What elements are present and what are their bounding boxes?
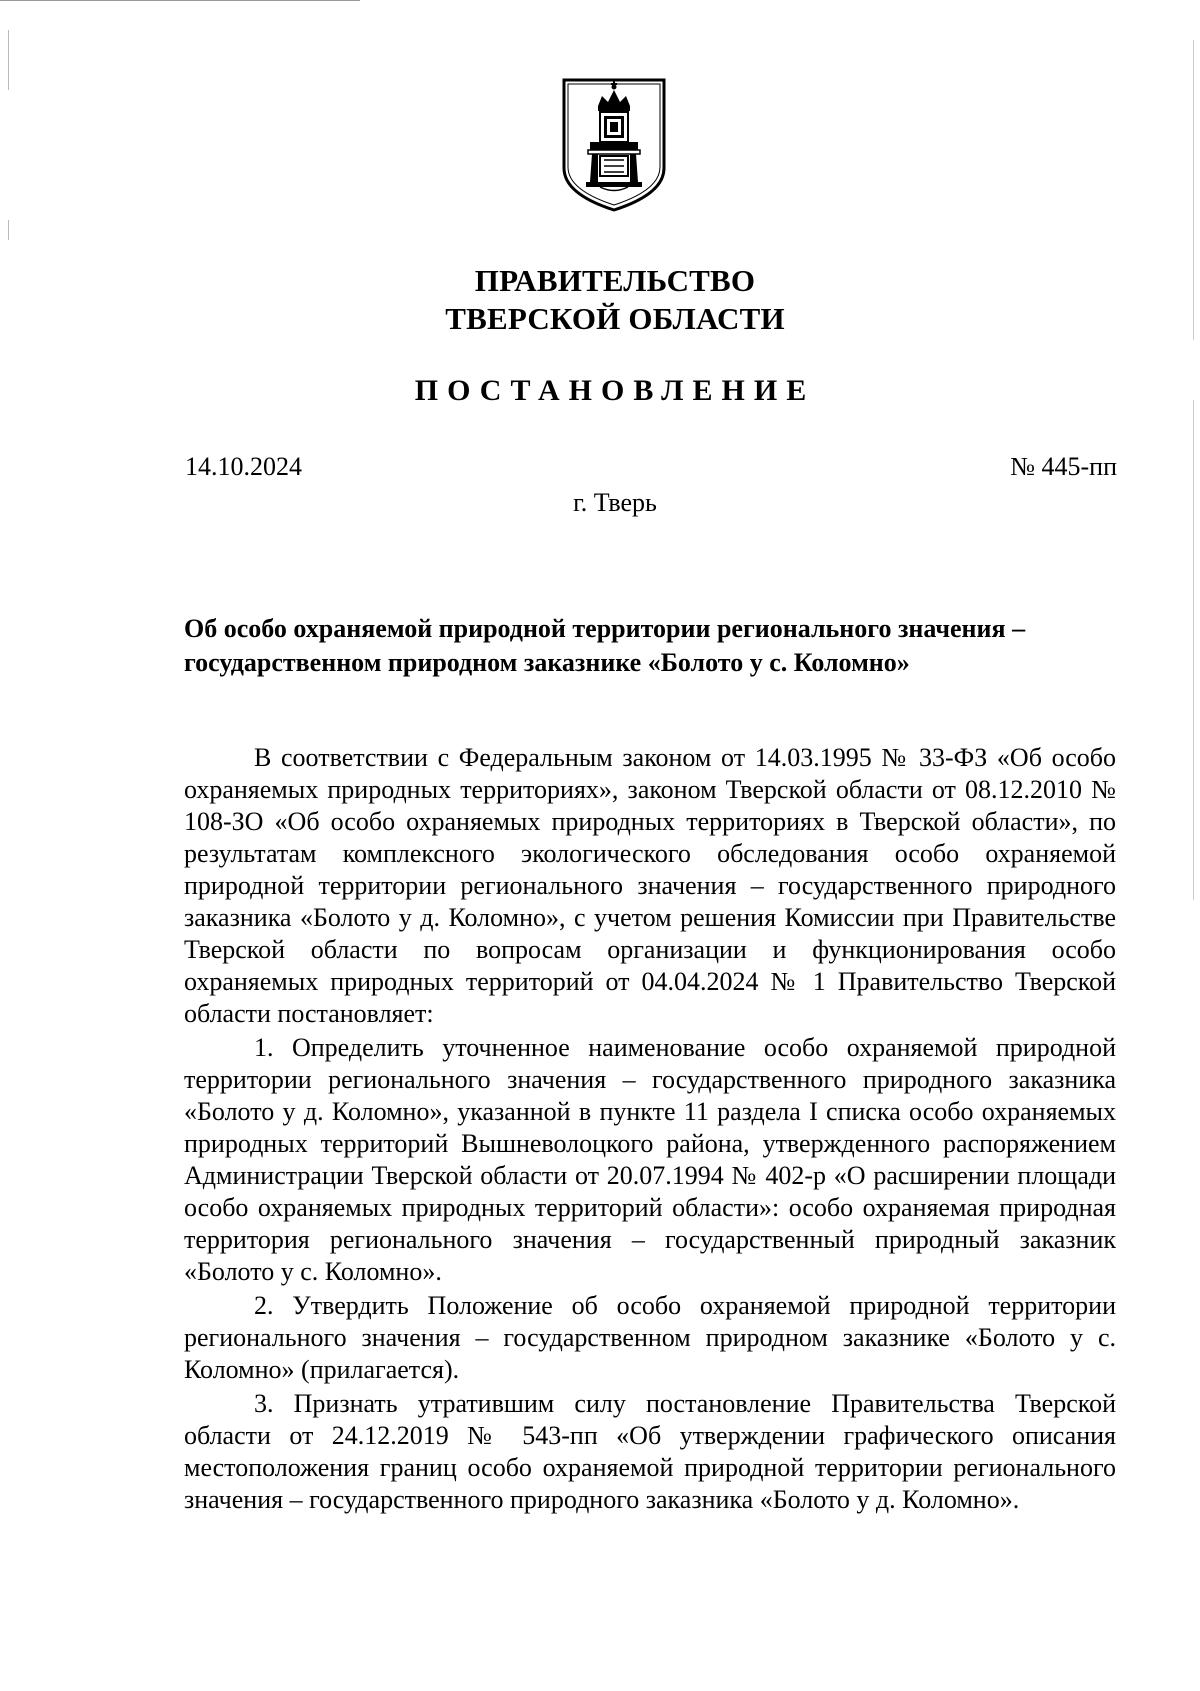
document-body [184, 742, 1116, 1516]
item-2-paragraph: 2. Утвердить Положение об особо охраняемой природной территории регионального значения – государственном природном заказнике «Болото у с. Коломно» (прилагается). [184, 1291, 1116, 1384]
item-3-paragraph: 3. Признать утратившим силу постановление Правительства Тверской области от 24.12.2019 № 543-пп «Об утверждении графического описания местоположения границ особо охраняемой природной территории регионального значения – государственного природного заказника «Болото у д. Коломно». [184, 1389, 1116, 1514]
document-number: № 445-пп [1010, 452, 1117, 481]
subject-line1: Об особо охраняемой природной территории регионального значения – [184, 614, 1026, 643]
government-title [0, 262, 1200, 338]
government-title-line2: ТВЕРСКОЙ ОБЛАСТИ [445, 301, 785, 336]
item-1-paragraph: 1. Определить уточненное наименование особо охраняемой природной территории регионального значения – государственного природного заказника «Болото у д. Коломно», указанной в пункте 11 раздела I списка особо охраняемых природных территорий Вышневолоцкого района, утвержденного распоряжением Администрации Тверской области от 20.07.1994 № 402-р «О расширении площади особо охраняемых природных территорий области»: особо охраняемая природная территория регионального значения – государственный природный заказник «Болото у с. Коломно». [184, 1033, 1116, 1286]
coat-of-arms-icon [560, 76, 668, 216]
preamble-paragraph: В соответствии с Федеральным законом от 14.03.1995 № 33-ФЗ «Об особо охраняемых природных территориях», законом Тверской области от 08.12.2010 № 108-ЗО «Об особо охраняемых природных территориях в Тверской области», по результатам комплексного экологического обследования особо охраняемой природной территории регионального значения – государственного природного заказника «Болото у д. Коломно», с учетом решения Комиссии при Правительстве Тверской области по вопросам организации и функционирования особо охраняемых природных территорий от 04.04.2024 № 1 Правительство Тверской области постановляет: [184, 743, 1116, 1028]
subject-line2: государственном природном заказнике «Болото у с. Коломно» [184, 648, 910, 677]
document-date: 14.10.2024 [185, 452, 302, 481]
document-subject [184, 612, 1114, 680]
scan-artifact-right-2 [1193, 400, 1194, 900]
government-title-line1: ПРАВИТЕЛЬСТВО [474, 263, 756, 298]
scan-artifact-left [8, 30, 9, 90]
scan-artifact-left-2 [8, 220, 9, 240]
document-type: ПОСТАНОВЛЕНИЕ [414, 374, 816, 407]
scan-artifact-top [0, 0, 360, 3]
document-city: г. Тверь [573, 488, 657, 517]
